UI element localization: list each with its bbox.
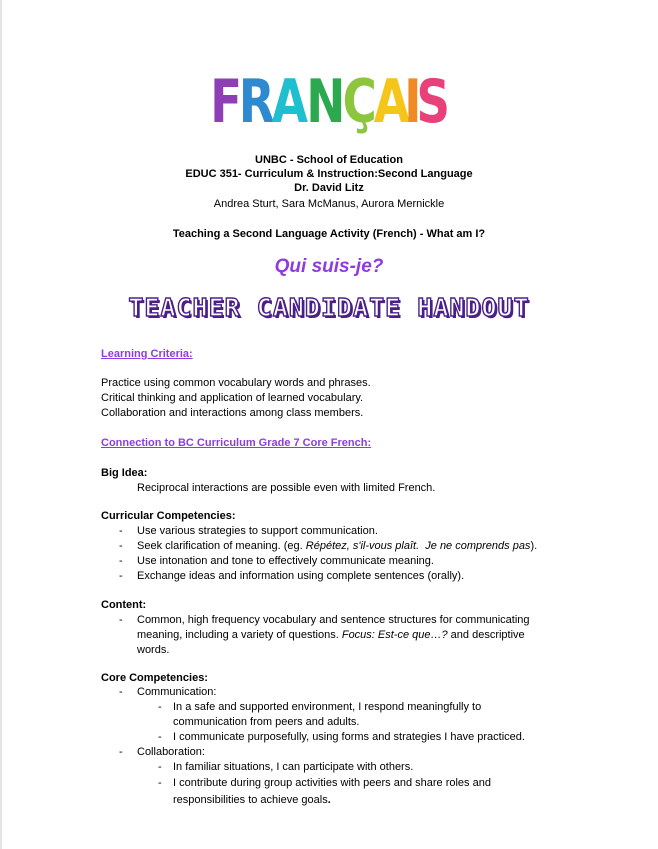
subtitle: Qui suis-je? [274, 256, 384, 277]
core-heading: Core Competencies: [101, 672, 208, 684]
logo-letter-c-cedilla: Ç [342, 67, 375, 137]
school-name: UNBC - School of Education [255, 154, 403, 166]
francais-logo [0, 67, 658, 137]
list-item: - Use various strategies to support communication. [101, 524, 551, 539]
big-idea-text: Reciprocal interactions are possible even with limited French. [137, 482, 436, 494]
criteria-line-1: Practice using common vocabulary words and phrases. [101, 377, 371, 389]
connection-heading: Connection to BC Curriculum Grade 7 Core French: [101, 437, 372, 449]
list-item: - Collaboration: [101, 745, 541, 760]
logo-letter-a2: A [373, 67, 408, 137]
learning-criteria-heading: Learning Criteria: [101, 348, 193, 360]
list-item: - Use intonation and tone to effectively communicate meaning. [101, 554, 551, 569]
handout-banner: TEACHER CANDIDATE HANDOUT [128, 293, 530, 322]
activity-title: Teaching a Second Language Activity (French) - What am I? [172, 228, 486, 240]
big-idea-heading: Big Idea: [101, 467, 148, 479]
criteria-line-3: Collaboration and interactions among class members. [101, 407, 364, 419]
logo-letter-r: R [238, 67, 273, 137]
list-item: - I contribute during group activities with peers and share roles and responsibilities to achieve goals. [101, 775, 541, 809]
logo-letter-n: N [305, 67, 343, 137]
logo-letter-i: I [404, 67, 420, 137]
list-item: - Communication: [101, 685, 541, 700]
content-heading: Content: [101, 599, 147, 611]
curricular-heading: Curricular Competencies: [101, 510, 236, 522]
content-list [101, 613, 541, 658]
list-item: - I communicate purposefully, using forms and strategies I have practiced. [101, 730, 541, 745]
course-title: EDUC 351- Curriculum & Instruction:Second Language [185, 168, 473, 180]
list-item: - In familiar situations, I can participate with others. [101, 760, 541, 775]
curricular-list [101, 524, 551, 584]
logo-letter-a: A [272, 67, 306, 137]
authors: Andrea Sturt, Sara McManus, Aurora Mernickle [213, 198, 445, 210]
logo-letter-s: S [416, 67, 448, 137]
criteria-line-2: Critical thinking and application of learned vocabulary. [101, 392, 364, 404]
list-item: - Exchange ideas and information using complete sentences (orally). [101, 569, 551, 584]
instructor-name: Dr. David Litz [294, 182, 364, 194]
list-item: - In a safe and supported environment, I respond meaningfully to communication from peers and adults. [101, 700, 541, 730]
list-item: - Seek clarification of meaning. (eg. Répétez, s'il-vous plaît. Je ne comprends pas). [101, 539, 551, 554]
list-item: - Common, high frequency vocabulary and sentence structures for communicating meaning, including a variety of questions. Focus: Est-ce que…? and descriptive words. [101, 613, 541, 658]
logo-letter-f: F [210, 67, 240, 137]
core-list [101, 685, 541, 809]
